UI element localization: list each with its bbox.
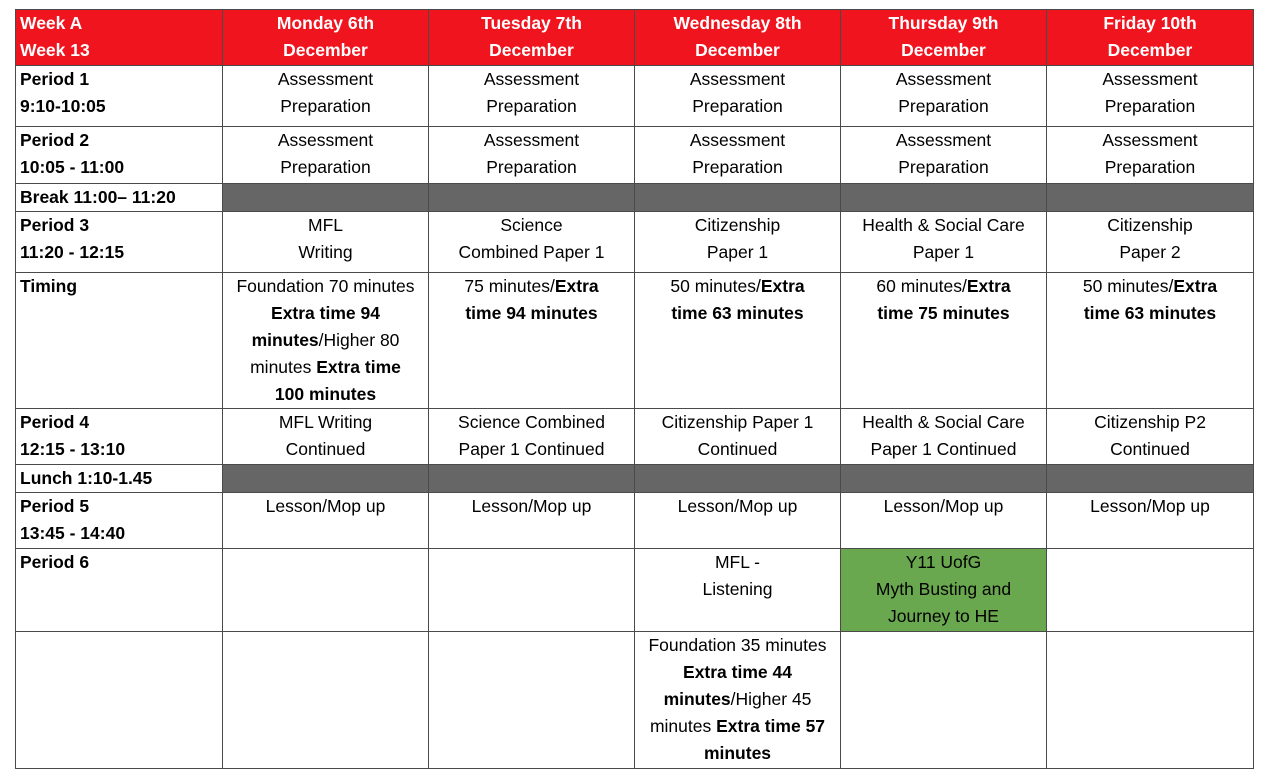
cell-line: Continued bbox=[285, 439, 366, 459]
cell-line: Health & Social Care bbox=[862, 412, 1025, 432]
cell-line: Science Combined bbox=[458, 412, 605, 432]
period-5-tuesday: Lesson/Mop up bbox=[429, 493, 635, 549]
period-4-tuesday bbox=[429, 409, 635, 465]
period-3-thursday bbox=[841, 212, 1047, 273]
day-header-monday bbox=[223, 10, 429, 66]
period-1-friday bbox=[1047, 66, 1254, 127]
timing-extra-time: Extra time 75 minutes bbox=[877, 276, 1011, 323]
period-3-label-cell bbox=[16, 212, 223, 273]
cell-line: Assessment bbox=[1102, 69, 1198, 89]
timing-extra-time: Extra time 44 minutes bbox=[663, 662, 792, 709]
cell-line: Assessment bbox=[277, 69, 374, 89]
period-3-monday bbox=[223, 212, 429, 273]
cell-line: Myth Busting and bbox=[875, 579, 1012, 599]
day-month: December bbox=[695, 40, 780, 60]
cell-line: Assessment bbox=[689, 69, 786, 89]
cell-line: Preparation bbox=[692, 157, 783, 177]
lunch-cell bbox=[635, 465, 841, 493]
cell-line: Preparation bbox=[486, 96, 577, 116]
extra-timing-friday bbox=[1047, 632, 1254, 769]
cell-line: Preparation bbox=[1104, 96, 1196, 116]
lunch-cell bbox=[429, 465, 635, 493]
extra-timing-monday bbox=[223, 632, 429, 769]
lunch-cell bbox=[1047, 465, 1254, 493]
day-header-wednesday bbox=[635, 10, 841, 66]
extra-timing-thursday bbox=[841, 632, 1047, 769]
cell-line: Assessment bbox=[277, 130, 374, 150]
break-cell bbox=[841, 184, 1047, 212]
extra-timing-label bbox=[16, 632, 223, 769]
lunch-row bbox=[16, 465, 1254, 493]
period-time: 13:45 - 14:40 bbox=[20, 523, 126, 543]
cell-line: Preparation bbox=[898, 157, 989, 177]
cell-line: Paper 1 bbox=[706, 242, 769, 262]
cell-line: MFL - bbox=[714, 552, 761, 572]
period-5-monday: Lesson/Mop up bbox=[223, 493, 429, 549]
day-month: December bbox=[901, 40, 986, 60]
cell-line: Assessment bbox=[895, 69, 992, 89]
period-5-wednesday: Lesson/Mop up bbox=[635, 493, 841, 549]
day-name: Friday 10th bbox=[1103, 13, 1197, 33]
cell-line: Science bbox=[500, 215, 563, 235]
cell-line: Combined Paper 1 bbox=[458, 242, 605, 262]
timing-friday bbox=[1047, 273, 1254, 409]
week-header bbox=[16, 10, 223, 66]
period-2-monday bbox=[223, 127, 429, 184]
cell-line: Health & Social Care bbox=[862, 215, 1025, 235]
cell-line: Writing bbox=[298, 242, 353, 262]
period-2-wednesday bbox=[635, 127, 841, 184]
day-month: December bbox=[283, 40, 368, 60]
timing-extra-time: Extra time 94 minutes bbox=[465, 276, 599, 323]
period-time: 10:05 - 11:00 bbox=[20, 157, 125, 177]
cell-line: MFL Writing bbox=[278, 412, 373, 432]
cell-line: Assessment bbox=[483, 130, 580, 150]
period-5-thursday: Lesson/Mop up bbox=[841, 493, 1047, 549]
extra-timing-tuesday bbox=[429, 632, 635, 769]
timing-wednesday bbox=[635, 273, 841, 409]
cell-line: Continued bbox=[697, 439, 778, 459]
timing-text: Foundation 35 minutes bbox=[648, 635, 827, 655]
period-6-monday bbox=[223, 549, 429, 632]
timing-extra-time: Extra time 63 minutes bbox=[1083, 276, 1218, 323]
timing-extra-time: Extra time 63 minutes bbox=[671, 276, 805, 323]
timing-text: /Higher 45 minutes bbox=[649, 689, 812, 736]
period-3-row bbox=[16, 212, 1254, 273]
period-1-row bbox=[16, 66, 1254, 127]
period-4-label-cell bbox=[16, 409, 223, 465]
cell-line: Assessment bbox=[689, 130, 786, 150]
cell-line: MFL bbox=[308, 215, 343, 235]
timing-monday bbox=[223, 273, 429, 409]
lunch-cell bbox=[223, 465, 429, 493]
cell-line: Assessment bbox=[483, 69, 580, 89]
cell-line: Paper 1 Continued bbox=[870, 439, 1017, 459]
cell-line: Assessment bbox=[1102, 130, 1198, 150]
period-2-friday bbox=[1047, 127, 1254, 184]
timing-label: Timing bbox=[16, 273, 223, 409]
period-time: 11:20 - 12:15 bbox=[20, 242, 125, 262]
cell-line: Preparation bbox=[280, 157, 371, 177]
timing-text: 50 minutes/ bbox=[1082, 276, 1174, 296]
break-row bbox=[16, 184, 1254, 212]
period-3-tuesday bbox=[429, 212, 635, 273]
period-2-thursday bbox=[841, 127, 1047, 184]
cell-line: Preparation bbox=[280, 96, 371, 116]
day-name: Tuesday 7th bbox=[481, 13, 582, 33]
cell-line: Preparation bbox=[486, 157, 577, 177]
period-1-wednesday bbox=[635, 66, 841, 127]
period-2-row bbox=[16, 127, 1254, 184]
timing-text: 75 minutes/ bbox=[464, 276, 555, 296]
timing-text: Foundation 70 minutes bbox=[236, 276, 415, 296]
period-6-tuesday bbox=[429, 549, 635, 632]
period-5-label-cell bbox=[16, 493, 223, 549]
timing-text: 60 minutes/ bbox=[876, 276, 967, 296]
break-cell bbox=[635, 184, 841, 212]
week-a-label: Week A bbox=[20, 13, 83, 33]
timing-row bbox=[16, 273, 1254, 409]
period-2-tuesday bbox=[429, 127, 635, 184]
period-4-wednesday bbox=[635, 409, 841, 465]
cell-line: Preparation bbox=[692, 96, 783, 116]
timing-tuesday bbox=[429, 273, 635, 409]
period-label: Period 3 bbox=[20, 215, 90, 235]
timing-extra-time: Extra time 57 minutes bbox=[703, 716, 826, 763]
day-header-tuesday bbox=[429, 10, 635, 66]
cell-line: Assessment bbox=[895, 130, 992, 150]
timing-extra-time: Extra time 94 minutes bbox=[251, 303, 380, 350]
timing-thursday bbox=[841, 273, 1047, 409]
exam-timetable bbox=[15, 9, 1254, 769]
cell-line: Listening bbox=[702, 579, 773, 599]
break-cell bbox=[223, 184, 429, 212]
day-name: Thursday 9th bbox=[888, 13, 999, 33]
day-header-thursday bbox=[841, 10, 1047, 66]
period-time: 12:15 - 13:10 bbox=[20, 439, 126, 459]
period-label: Period 2 bbox=[20, 130, 90, 150]
cell-line: Citizenship P2 bbox=[1094, 412, 1206, 432]
period-6-label: Period 6 bbox=[16, 549, 223, 632]
cell-line: Paper 2 bbox=[1119, 242, 1181, 262]
period-5-row bbox=[16, 493, 1254, 549]
period-3-wednesday bbox=[635, 212, 841, 273]
period-1-monday bbox=[223, 66, 429, 127]
cell-line: Continued bbox=[1110, 439, 1190, 459]
period-2-label-cell bbox=[16, 127, 223, 184]
cell-line: Y11 UofG bbox=[905, 552, 982, 572]
period-label: Period 4 bbox=[20, 412, 90, 432]
timing-extra-time: Extra time 100 minutes bbox=[274, 357, 401, 404]
header-row bbox=[16, 10, 1254, 66]
period-4-row bbox=[16, 409, 1254, 465]
break-cell bbox=[429, 184, 635, 212]
cell-line: Citizenship Paper 1 bbox=[661, 412, 814, 432]
week-number-label: Week 13 bbox=[20, 40, 90, 60]
lunch-label: Lunch 1:10-1.45 bbox=[16, 465, 223, 493]
period-time: 9:10-10:05 bbox=[20, 96, 106, 116]
period-6-friday bbox=[1047, 549, 1254, 632]
period-6-row bbox=[16, 549, 1254, 632]
cell-line: Journey to HE bbox=[888, 606, 999, 626]
timing-text: /Higher 80 minutes bbox=[250, 330, 400, 377]
period-4-thursday bbox=[841, 409, 1047, 465]
cell-line: Preparation bbox=[1104, 157, 1196, 177]
break-cell bbox=[1047, 184, 1254, 212]
timing-text: 50 minutes/ bbox=[670, 276, 761, 296]
break-label: Break 11:00– 11:20 bbox=[16, 184, 223, 212]
period-1-thursday bbox=[841, 66, 1047, 127]
period-3-friday bbox=[1047, 212, 1254, 273]
period-4-friday bbox=[1047, 409, 1254, 465]
extra-timing-wednesday bbox=[635, 632, 841, 769]
period-6-thursday-event bbox=[841, 549, 1047, 632]
day-name: Wednesday 8th bbox=[673, 13, 802, 33]
cell-line: Paper 1 Continued bbox=[458, 439, 605, 459]
day-header-friday bbox=[1047, 10, 1254, 66]
cell-line: Paper 1 bbox=[912, 242, 975, 262]
period-1-label-cell bbox=[16, 66, 223, 127]
period-5-friday: Lesson/Mop up bbox=[1047, 493, 1254, 549]
day-month: December bbox=[489, 40, 574, 60]
lunch-cell bbox=[841, 465, 1047, 493]
cell-line: Preparation bbox=[898, 96, 989, 116]
period-6-wednesday bbox=[635, 549, 841, 632]
cell-line: Citizenship bbox=[1107, 215, 1193, 235]
day-name: Monday 6th bbox=[276, 13, 375, 33]
period-label: Period 1 bbox=[20, 69, 90, 89]
period-1-tuesday bbox=[429, 66, 635, 127]
cell-line: Citizenship bbox=[694, 215, 781, 235]
period-label: Period 5 bbox=[20, 496, 90, 516]
extra-timing-row bbox=[16, 632, 1254, 769]
period-4-monday bbox=[223, 409, 429, 465]
day-month: December bbox=[1107, 40, 1193, 60]
